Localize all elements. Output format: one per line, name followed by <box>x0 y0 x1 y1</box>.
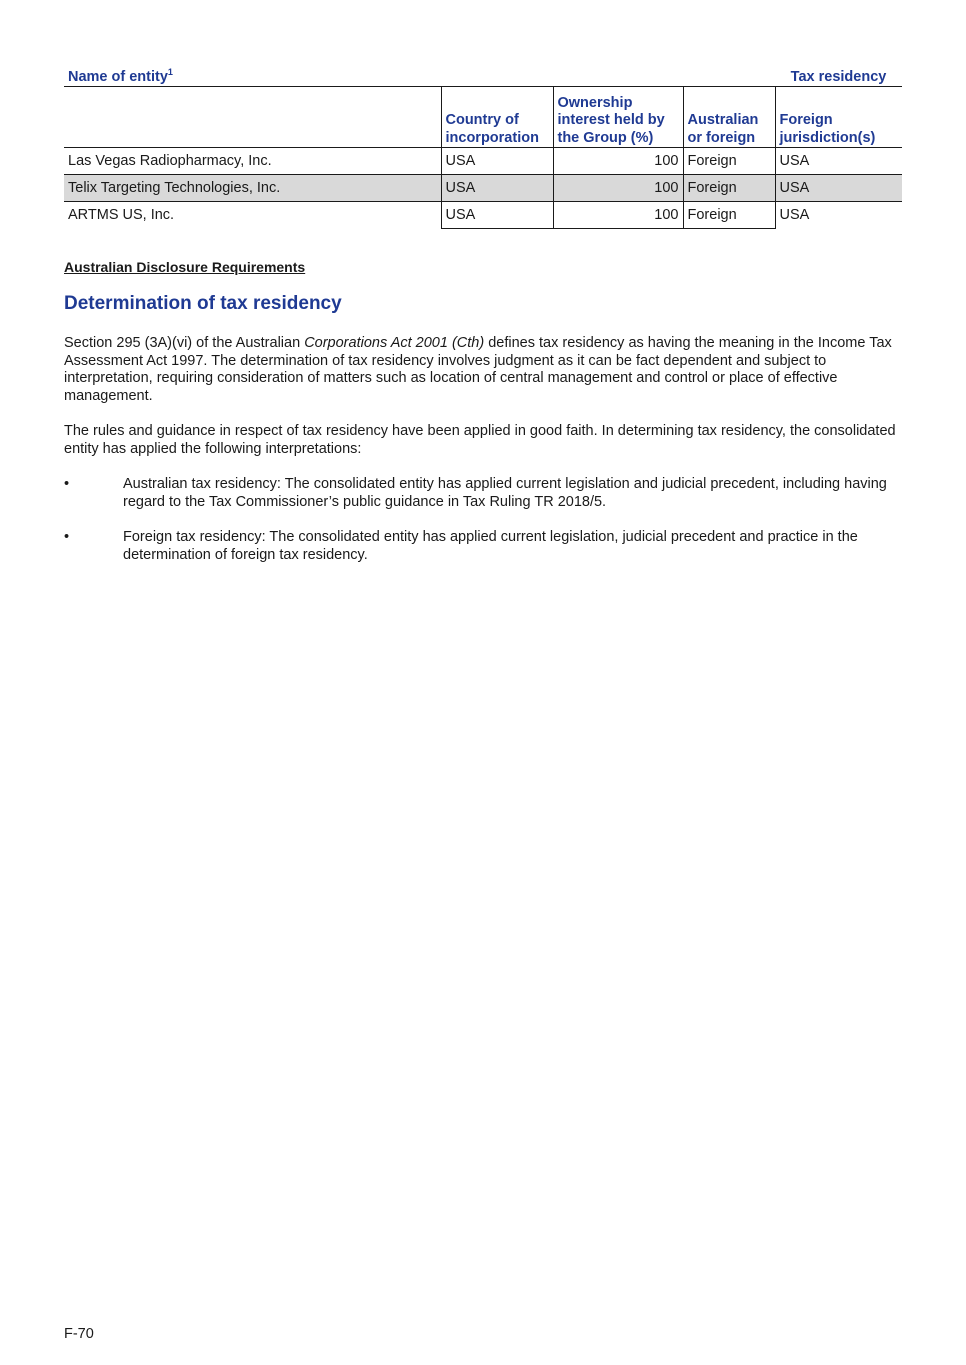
para1-text-end: defines tax residency as having the meaning in the Income Tax Assessment Act 1997. The determination of tax residency involves judgment as it can be fact dependent and subject to interpretation, requiring consideration of matters such as location of central management and control or place of effective management. <box>64 335 892 404</box>
table-row <box>64 202 902 229</box>
page-heading: Determination of tax residency <box>64 293 342 314</box>
ownership-cell: 100 <box>553 202 683 229</box>
entity-table <box>64 64 902 229</box>
country-cell: USA <box>441 202 553 229</box>
jurisdiction-cell: USA <box>775 202 902 229</box>
ownership-cell: 100 <box>553 175 683 202</box>
header-ownership: Ownership interest held by the Group (%) <box>553 87 683 148</box>
residency-cell: Foreign <box>683 148 775 175</box>
header-foreign-jurisdiction: Foreign jurisdiction(s) <box>775 87 902 148</box>
bullet-text: Foreign tax residency: The consolidated entity has applied current legislation, judicial precedent and practice in the determination of foreign tax residency. <box>123 529 858 563</box>
footnote-marker: 1 <box>167 66 173 77</box>
bullet-text: Australian tax residency: The consolidated entity has applied current legislation and judicial precedent, including having regard to the Tax Commissioner’s public guidance in Tax Ruling TR 2018/5. <box>123 476 887 510</box>
table-row <box>64 148 902 175</box>
ownership-cell: 100 <box>553 148 683 175</box>
country-cell: USA <box>441 148 553 175</box>
para1-act-title: Corporations Act 2001 (Cth) <box>304 335 485 351</box>
header-tax-residency: Tax residency <box>775 64 902 87</box>
header-australian-or-foreign: Australian or foreign <box>683 87 775 148</box>
page-number: F-70 <box>64 1326 94 1342</box>
para1-text-start: Section 295 (3A)(vi) of the Australian <box>64 335 305 351</box>
header-empty <box>64 87 441 148</box>
bullet-marker: • <box>64 476 70 492</box>
paragraph-rules: The rules and guidance in respect of tax residency have been applied in good faith. In determining tax residency, the consolidated entity has applied the following interpretations: <box>64 423 896 457</box>
entity-name: Telix Targeting Technologies, Inc. <box>64 175 441 202</box>
paragraph-definition <box>64 335 904 405</box>
table-header-top <box>64 64 902 87</box>
entity-name: Las Vegas Radiopharmacy, Inc. <box>64 148 441 175</box>
residency-cell: Foreign <box>683 175 775 202</box>
country-cell: USA <box>441 175 553 202</box>
header-country: Country of incorporation <box>441 87 553 148</box>
table-header-columns <box>64 87 902 148</box>
header-name-of-entity: Name of entity$^1$ <box>64 64 775 87</box>
bullet-marker: • <box>64 529 70 545</box>
section-label: Australian Disclosure Requirements <box>64 259 306 275</box>
residency-cell: Foreign <box>683 202 775 229</box>
list-item <box>64 529 904 564</box>
entity-name: ARTMS US, Inc. <box>68 207 175 224</box>
jurisdiction-cell: USA <box>775 148 902 175</box>
jurisdiction-cell: USA <box>775 175 902 202</box>
table-row <box>64 175 902 202</box>
list-item <box>64 476 904 511</box>
